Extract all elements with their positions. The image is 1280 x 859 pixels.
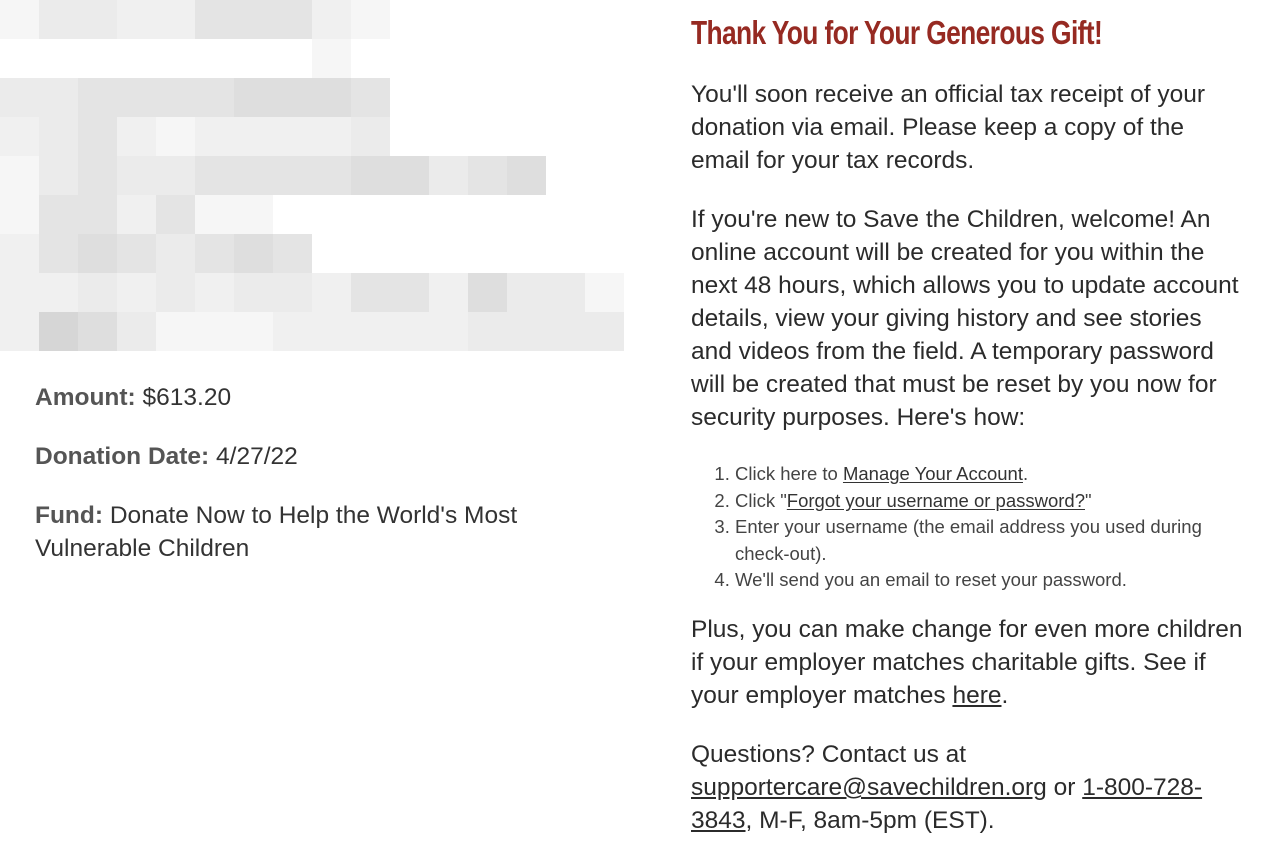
pixel-block (156, 156, 195, 195)
contact-paragraph (691, 738, 1247, 837)
welcome-paragraph: If you're new to Save the Children, welcome! An online account will be created for you within the next 48 hours, which allows you to update account details, view your giving history and see stories and videos from the field. A temporary password will be created that must be reset by you now for security purposes. Here's how: (691, 206, 1239, 431)
pixel-block (234, 0, 273, 39)
pixel-block (156, 273, 195, 312)
manage-account-link[interactable]: Manage Your Account (842, 463, 1023, 484)
pixel-block (234, 273, 273, 312)
pixel-block (78, 117, 117, 156)
pixel-block (507, 312, 546, 351)
pixel-block (234, 117, 273, 156)
thank-you-panel (691, 0, 1251, 859)
employer-match-text: Plus, you can make change for even more children if your employer matches charitable gifts. See if your employer matches (691, 616, 1243, 709)
pixel-block (156, 0, 195, 39)
pixel-block (117, 156, 156, 195)
pixel-block (0, 195, 39, 234)
step-2-prefix: Click " (735, 489, 787, 511)
pixel-block (273, 0, 312, 39)
pixel-block (39, 156, 78, 195)
donation-date-value: 4/27/22 (216, 443, 298, 470)
pixel-block (312, 78, 351, 117)
pixel-block (546, 312, 585, 351)
step-1-suffix: . (1022, 463, 1029, 484)
pixel-block (78, 273, 117, 312)
contact-or: or (1046, 774, 1083, 801)
pixel-block (351, 312, 390, 351)
pixel-block (312, 39, 351, 78)
donation-date-label: Donation Date: (35, 443, 210, 470)
fund-value: Donate Now to Help the World's Most Vulnerable Children (35, 502, 518, 562)
pixel-block (429, 273, 468, 312)
pixel-block (351, 0, 390, 39)
employer-match-link[interactable]: here (952, 682, 1002, 709)
pixel-block (234, 312, 273, 351)
pixel-block (0, 234, 39, 273)
pixel-block (0, 156, 39, 195)
pixel-block (117, 195, 156, 234)
pixel-block (0, 273, 39, 312)
pixel-block (0, 312, 39, 351)
pixel-block (234, 195, 273, 234)
pixel-block (195, 234, 234, 273)
pixel-block (429, 156, 468, 195)
pixel-block (195, 195, 234, 234)
pixel-block (78, 195, 117, 234)
thank-you-heading: Thank You for Your Generous Gift! (691, 14, 1103, 51)
pixel-block (117, 0, 156, 39)
pixel-block (0, 0, 39, 39)
pixel-block (273, 117, 312, 156)
password-reset-steps (715, 461, 1255, 594)
fund-row (35, 499, 595, 565)
pixel-block (351, 156, 390, 195)
pixel-block (195, 117, 234, 156)
step-email-reset: 4. We'll send you an email to reset your password. (735, 567, 1255, 594)
pixel-block (117, 117, 156, 156)
amount-label: Amount: (35, 384, 136, 411)
contact-email-link[interactable]: supportercare@savechildren.org (691, 774, 1047, 801)
pixel-block (273, 312, 312, 351)
pixel-block (468, 273, 507, 312)
pixel-block (312, 312, 351, 351)
pixel-block (117, 312, 156, 351)
pixel-block (195, 312, 234, 351)
pixel-block (351, 273, 390, 312)
step-enter-username: 3. Enter your username (the email address you used during check-out). (735, 514, 1255, 567)
pixel-block (195, 273, 234, 312)
contact-hours: , M-F, 8am-5pm (EST). (745, 807, 995, 834)
pixel-block (351, 78, 390, 117)
pixel-block (312, 156, 351, 195)
pixel-block (585, 273, 624, 312)
pixel-block (468, 312, 507, 351)
pixel-block (507, 156, 546, 195)
pixel-block (390, 273, 429, 312)
pixel-block (78, 0, 117, 39)
pixel-block (273, 156, 312, 195)
pixel-block (156, 78, 195, 117)
pixel-block (117, 78, 156, 117)
pixel-block (0, 78, 39, 117)
pixel-block (195, 0, 234, 39)
pixel-block (312, 273, 351, 312)
pixel-block (78, 234, 117, 273)
pixel-block (39, 0, 78, 39)
pixel-block (39, 195, 78, 234)
pixel-block (351, 117, 390, 156)
pixel-block (156, 234, 195, 273)
pixel-block (273, 78, 312, 117)
pixel-block (546, 273, 585, 312)
pixel-block (312, 117, 351, 156)
pixel-block (390, 156, 429, 195)
pixel-block (117, 234, 156, 273)
fund-label: Fund: (35, 502, 104, 529)
pixel-block (429, 312, 468, 351)
pixel-block (39, 273, 78, 312)
step-1-prefix: Click here to (735, 463, 843, 484)
pixel-block (39, 234, 78, 273)
pixel-block (234, 234, 273, 273)
forgot-password-link[interactable]: Forgot your username or password? (786, 489, 1085, 511)
donation-date-row (35, 440, 595, 473)
pixel-block (507, 273, 546, 312)
pixel-block (39, 312, 78, 351)
pixel-block (390, 312, 429, 351)
step-forgot-password (735, 488, 1255, 515)
pixel-block (0, 117, 39, 156)
pixelated-redacted-image (0, 0, 620, 350)
pixel-block (312, 0, 351, 39)
pixel-block (39, 117, 78, 156)
employer-match-paragraph (691, 613, 1247, 712)
pixel-block (468, 156, 507, 195)
step-2-suffix: " (1085, 489, 1092, 511)
pixel-block (156, 195, 195, 234)
contact-phone-link[interactable]: 1-800-728-3843 (691, 774, 1203, 834)
step-manage-account (735, 461, 1255, 488)
amount-row (35, 381, 595, 414)
pixel-block (78, 78, 117, 117)
pixel-block (39, 78, 78, 117)
pixel-block (78, 156, 117, 195)
pixel-block (195, 156, 234, 195)
pixel-block (156, 312, 195, 351)
pixel-block (195, 78, 234, 117)
amount-value: $613.20 (142, 384, 232, 411)
contact-prefix: Questions? Contact us at (691, 741, 967, 768)
pixel-block (273, 273, 312, 312)
pixel-block (234, 78, 273, 117)
pixel-block (78, 312, 117, 351)
employer-match-suffix: . (1001, 682, 1009, 709)
pixel-block (117, 273, 156, 312)
pixel-block (585, 312, 624, 351)
donation-details (35, 381, 595, 591)
pixel-block (273, 234, 312, 273)
pixel-block (234, 156, 273, 195)
pixel-block (156, 117, 195, 156)
tax-receipt-paragraph: You'll soon receive an official tax receipt of your donation via email. Please keep a copy of the email for your tax records. (691, 81, 1206, 174)
